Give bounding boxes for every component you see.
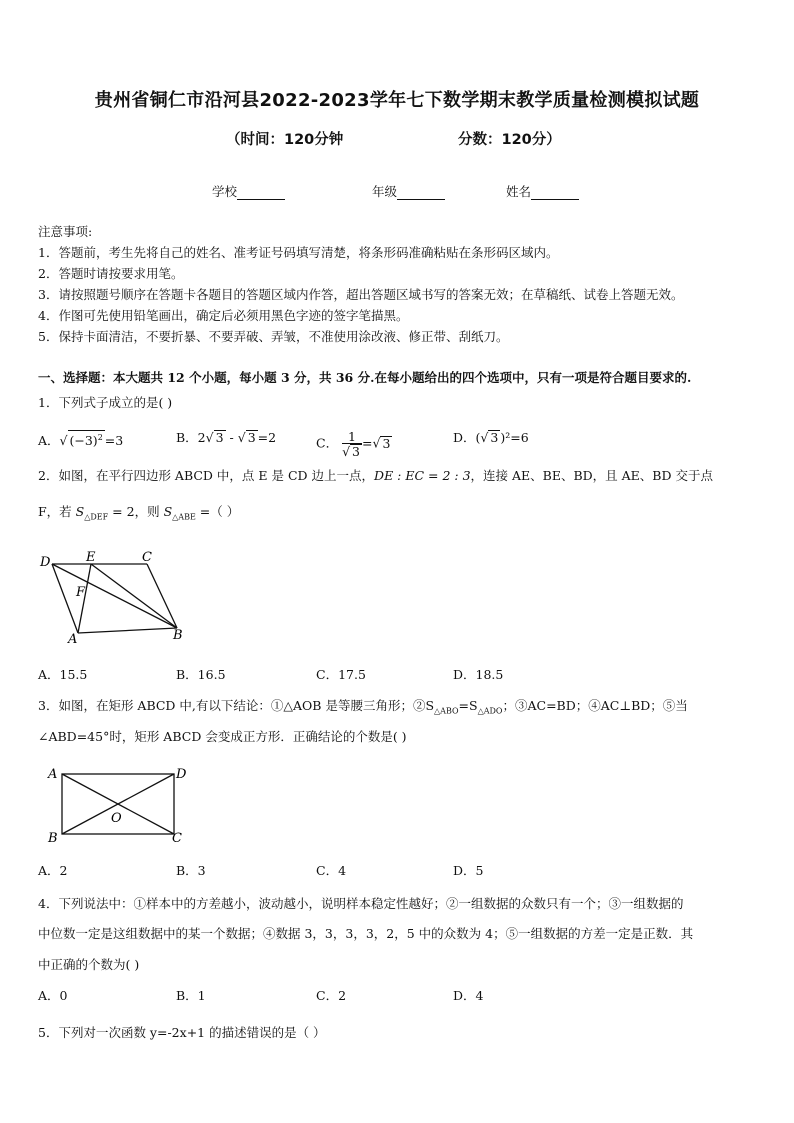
school-blank <box>237 187 285 200</box>
q2-line2 <box>38 504 239 526</box>
notice-heading: 注意事项: <box>38 224 93 239</box>
radicand <box>68 430 105 447</box>
q4-option-a: A．0 <box>38 988 68 1003</box>
name-label: 姓名 <box>506 184 532 199</box>
q2-text: =（ ） <box>195 504 240 519</box>
area-subscript: △DEF <box>84 512 109 522</box>
denominator <box>342 444 362 458</box>
q1-d-tail: )²=6 <box>500 430 529 445</box>
segment-ad <box>52 564 78 633</box>
q4-line1: 4．下列说法中：①样本中的方差越小，波动越小，说明样本稳定性越好；②一组数据的众数只有一个；③一组数据的 <box>38 896 684 911</box>
area-subscript: △ABO <box>434 706 459 716</box>
radicand: 3 <box>215 430 224 445</box>
label-c: C <box>142 550 152 565</box>
parallelogram-figure <box>34 548 194 648</box>
q1-option-c <box>316 430 392 458</box>
notice-item: 5．保持卡面清洁，不要折暴、不要弄破、弄皱，不准使用涂改液、修正带、刮纸刀。 <box>38 329 509 344</box>
sqrt-symbol: √ <box>372 435 381 451</box>
area-subscript: △ADO <box>477 706 503 716</box>
notice-item: 4．作图可先使用铅笔画出，确定后必须用黑色字迹的签字笔描黑。 <box>38 308 409 323</box>
label-o: O <box>111 811 122 826</box>
segment-cb <box>147 564 177 628</box>
q3-text: ；③AC=BD；④AC⊥BD；⑤当 <box>502 698 688 713</box>
radicand: 3 <box>382 435 391 451</box>
exam-title: 贵州省铜仁市沿河县2022-2023学年七下数学期末教学质量检测模拟试题 <box>94 90 700 111</box>
name-blank <box>531 187 579 200</box>
q2-text: ，连接 AE、BE、BD，且 AE、BD 交于点 <box>470 468 713 483</box>
q5-stem: 5．下列对一次函数 y=-2x+1 的描述错误的是（ ） <box>38 1025 326 1040</box>
segment-ba <box>78 628 177 633</box>
area-symbol: S <box>163 504 173 519</box>
q3-text: 3．如图，在矩形 ABCD 中,有以下结论：①△AOB 是等腰三角形；②S <box>38 698 435 713</box>
q3-option-a: A．2 <box>38 863 68 878</box>
q1-b-label: B．2 <box>176 430 206 445</box>
grade-blank <box>397 187 445 200</box>
area-symbol: S <box>75 504 85 519</box>
q3-option-c: C．4 <box>316 863 347 878</box>
q2-text: ，则 <box>134 504 164 519</box>
q2-option-a: A．15.5 <box>38 667 88 682</box>
notice-item: 2．答题时请按要求用笔。 <box>38 266 184 281</box>
q1-a-tail: =3 <box>104 433 124 449</box>
q1-option-a <box>38 430 123 449</box>
q2-ratio: DE : EC = 2 : 3 <box>374 468 471 483</box>
segment-be <box>91 564 177 628</box>
label-d: D <box>40 555 51 570</box>
q2-option-d: D．18.5 <box>453 667 504 682</box>
q2-text: = 2 <box>108 504 135 519</box>
label-b: B <box>48 831 58 846</box>
q3-line1 <box>38 698 688 720</box>
label-d: D <box>176 767 187 782</box>
q4-option-b: B．1 <box>176 988 206 1003</box>
notice-item: 1．答题前，考生先将自己的姓名、准考证号码填写清楚，将条形码准确粘贴在条形码区域内。 <box>38 245 559 260</box>
segment-bd <box>52 564 177 628</box>
sqrt-symbol: √ <box>480 430 489 445</box>
label-f: F <box>76 585 86 600</box>
grade-field <box>372 182 445 200</box>
q4-line2: 中位数一定是这组数据中的某一个数据；④数据 3，3，3，3，2，5 中的众数为 4；⑤一组数据的方差一定是正数．其 <box>38 926 694 941</box>
sqrt-symbol: √ <box>237 430 246 445</box>
q1-option-b <box>176 430 276 446</box>
radicand: 3 <box>352 444 360 459</box>
radicand: 3 <box>490 430 499 445</box>
q4-line3: 中正确的个数为( ) <box>38 957 140 972</box>
q2-text: F，若 <box>38 504 76 519</box>
q3-option-d: D．5 <box>453 863 484 878</box>
q4-option-d: D．4 <box>453 988 484 1003</box>
grade-label: 年级 <box>372 184 398 199</box>
sqrt-symbol: √ <box>205 430 214 445</box>
school-label: 学校 <box>212 184 238 199</box>
q1-a-label: A． <box>38 433 60 449</box>
radicand-value: (−3) <box>69 433 98 449</box>
q1-b-tail: =2 <box>257 430 277 445</box>
rectangle-figure <box>40 762 200 848</box>
q2-line1 <box>38 468 713 484</box>
q3-line2: ∠ABD=45°时，矩形 ABCD 会变成正方形．正确结论的个数是( ) <box>38 729 407 744</box>
q2-option-c: C．17.5 <box>316 667 366 682</box>
label-b: B <box>173 628 183 643</box>
q3-text: =S <box>458 698 478 713</box>
label-a: A <box>68 632 78 647</box>
q4-option-c: C．2 <box>316 988 347 1003</box>
sqrt-symbol: √ <box>342 444 351 459</box>
label-e: E <box>86 550 96 565</box>
section-heading: 一、选择题：本大题共 12 个小题，每小题 3 分，共 36 分.在每小题给出的四个选项中，只有一项是符合题目要求的. <box>38 370 692 385</box>
exam-score: 分数：120分） <box>458 132 561 148</box>
label-a: A <box>48 767 58 782</box>
q1-c-label: C． <box>316 435 339 451</box>
q1-b-mid: - <box>225 430 238 445</box>
fraction <box>342 430 362 458</box>
numerator: 1 <box>342 430 362 444</box>
name-field <box>506 182 579 200</box>
q3-option-b: B．3 <box>176 863 206 878</box>
notice-item: 3．请按照题号顺序在答题卡各题目的答题区域内作答，超出答题区域书写的答案无效；在草稿纸、试卷上答题无效。 <box>38 287 684 302</box>
q1-d-label: D．( <box>453 430 481 445</box>
q2-option-b: B．16.5 <box>176 667 226 682</box>
exam-time: （时间：120分钟 <box>226 132 344 148</box>
label-c: C <box>172 831 182 846</box>
q1-c-tail: = <box>361 435 373 451</box>
q1-stem: 1．下列式子成立的是( ) <box>38 395 173 410</box>
q2-text: 2．如图，在平行四边形 ABCD 中，点 E 是 CD 边上一点， <box>38 468 375 483</box>
school-field <box>212 182 285 200</box>
sqrt-symbol: √ <box>59 433 68 449</box>
radicand: 3 <box>247 430 256 445</box>
exponent: 2 <box>97 433 103 442</box>
q1-option-d <box>453 430 529 446</box>
area-subscript: △ABE <box>172 512 196 522</box>
